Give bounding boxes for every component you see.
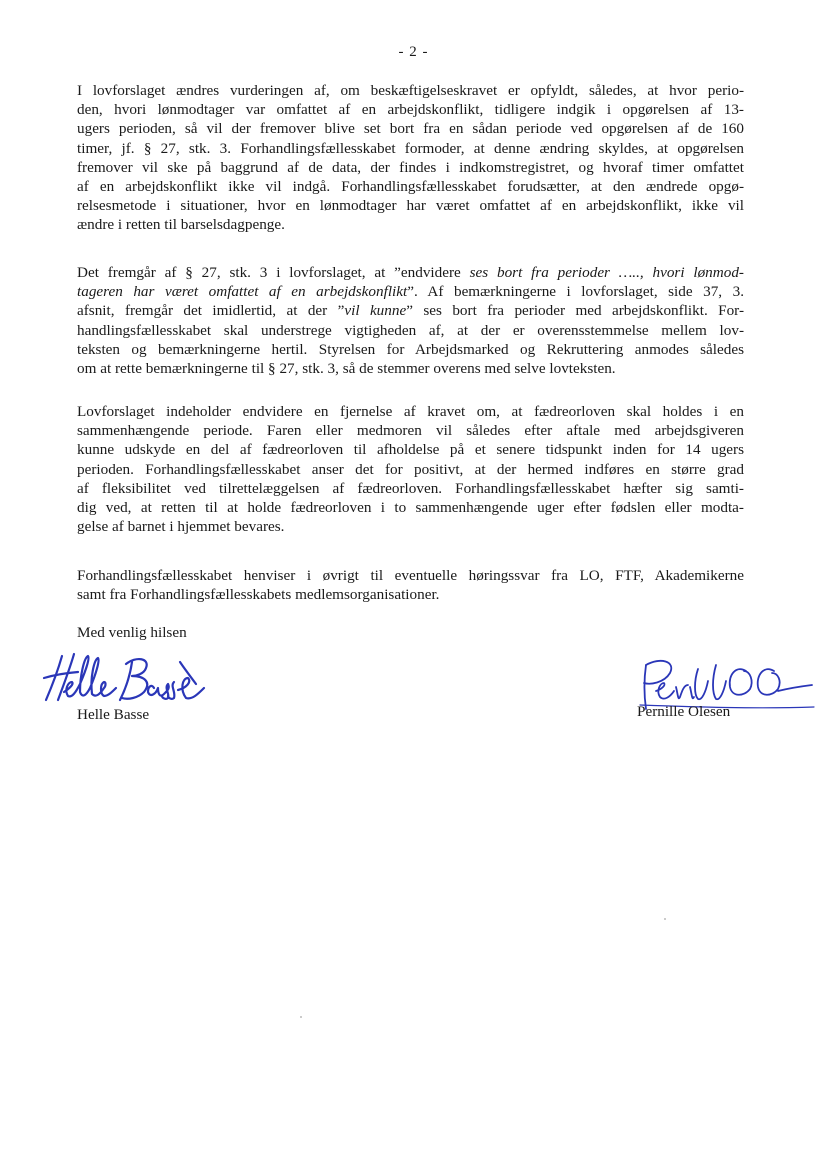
closing-salutation: Med venlig hilsen: [77, 624, 187, 641]
text-line: [77, 301, 744, 320]
text-line: ugers perioden, så vil der fremover blive set bort fra en sådan periode ved opgørelsen af de 160: [77, 120, 744, 138]
text-line: den, hvori lønmodtager var omfattet af en arbejdskonflikt, tidligere indgik i opgørelsen af 13-: [77, 101, 744, 119]
text-line: kunne udskyde en del af fædreorloven til afholdelse på et senere tidspunkt inden for 14 ugers: [77, 441, 744, 459]
paragraph-4: [77, 566, 744, 604]
text-line: ændre i retten til barselsdagpenge.: [77, 216, 285, 234]
text-run: ” ses bort fra perioder med arbejdskonflikt. For-: [406, 302, 744, 320]
text-line: relsesmetode i situationer, hvor en lønmodtager har været omfattet af en arbejdskonflikt, ikke vil: [77, 197, 744, 215]
signatory-name-right: Pernille Olesen: [637, 703, 731, 720]
signature-helle-basse: [40, 648, 210, 708]
text-line: [77, 263, 744, 282]
italic-quote: vil kunne: [344, 302, 407, 320]
paragraph-3: [77, 402, 744, 536]
signatory-name-left: Helle Basse: [77, 706, 150, 723]
text-line: handlingsfællesskabet skal understrege vigtigheden af, at der er overensstemmelse mellem lov-: [77, 321, 744, 339]
text-line: Forhandlingsfællesskabet henviser i øvrigt til eventuelle høringssvar fra LO, FTF, Akademikerne: [77, 567, 744, 584]
scan-speck: [664, 918, 666, 920]
text-run: afsnit, fremgår det imidlertid, at der ”: [77, 302, 345, 320]
text-line: teksten og bemærkningerne hertil. Styrelsen for Arbejdsmarked og Rekruttering anmodes således: [77, 340, 744, 358]
text-line: om at rette bemærkningerne til § 27, stk. 3, så de stemmer overens med selve lovteksten.: [77, 360, 616, 378]
text-line: fremover vil ske på baggrund af de data, der findes i indkomstregistret, og hvoraf timer omfattet: [77, 158, 744, 176]
text-run: Det fremgår af § 27, stk. 3 i lovforslaget, at ”endvidere: [77, 264, 470, 281]
text-line: dig ved, at retten til at holde fædreorloven i to sammenhængende uger efter fødslen eller modta-: [77, 499, 744, 517]
page-number: - 2 -: [398, 44, 429, 60]
text-line: I lovforslaget ændres vurderingen af, om beskæftigelseskravet er opfyldt, således, at hvor perio-: [77, 82, 744, 99]
scan-speck: [300, 1016, 302, 1018]
text-line: perioden. Forhandlingsfællesskabet anser det for positivt, at der hermed indføres en større grad: [77, 460, 744, 478]
text-line: af fleksibilitet ved tilrettelæggelsen af fædreorloven. Forhandlingsfællesskabet hæfter sig samti-: [77, 479, 744, 497]
paragraph-2: [77, 263, 744, 378]
text-line: samt fra Forhandlingsfællesskabets medlemsorganisationer.: [77, 586, 440, 604]
text-line: sammenhængende periode. Faren eller medmoren vil således efter aftale med arbejdsgiveren: [77, 422, 744, 440]
italic-quote: ses bort fra perioder ….., hvori lønmod-: [469, 264, 744, 281]
text-run: ”. Af bemærkningerne i lovforslaget, side 37, 3.: [407, 283, 744, 301]
italic-quote: tageren har været omfattet af en arbejdskonflikt: [77, 283, 408, 301]
text-line: Lovforslaget indeholder endvidere en fjernelse af kravet om, at fædreorloven skal holdes i en: [77, 403, 744, 420]
text-line: [77, 282, 744, 301]
paragraph-1: [77, 81, 744, 235]
text-line: gelse af barnet i hjemmet bevares.: [77, 518, 285, 536]
text-line: timer, jf. § 27, stk. 3. Forhandlingsfællesskabet formoder, at denne ændring skyldes, at opgørelsen: [77, 139, 744, 157]
text-line: af en arbejdskonflikt ikke vil indgå. Forhandlingsfællesskabet forudsætter, at den ændrede opgø-: [77, 178, 744, 196]
